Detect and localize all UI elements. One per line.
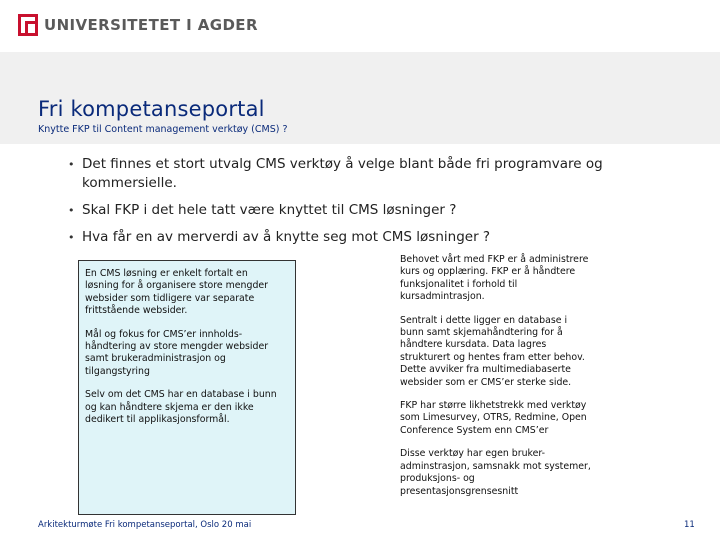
bullet-text: Hva får en av merverdi av å knytte seg mot CMS løsninger ? bbox=[82, 229, 491, 245]
logo-text: UNIVERSITETET I AGDER bbox=[44, 16, 258, 34]
bullet-item bbox=[68, 201, 668, 220]
bullet-item bbox=[68, 155, 668, 193]
fkp-description-box bbox=[392, 248, 612, 498]
slide-title: Fri kompetanseportal bbox=[38, 97, 265, 121]
bullet-dot-icon: • bbox=[68, 231, 75, 244]
fkp-paragraph: FKP har større likhetstrekk med verktøy som Limesurvey, OTRS, Redmine, Open Conference System enn CMS’er bbox=[400, 400, 587, 436]
bullet-dot-icon: • bbox=[68, 204, 75, 217]
header-band bbox=[0, 0, 720, 52]
bullet-text: Det finnes et stort utvalg CMS verktøy å velge blant både fri programvare og kommersielle. bbox=[82, 156, 603, 191]
fkp-paragraph: Disse verktøy har egen bruker- adminstrasjon, samsnakk mot systemer, produksjons- og presentasjonsgrensesnitt bbox=[400, 448, 591, 497]
bullet-dot-icon: • bbox=[68, 158, 75, 171]
footer-text: Arkitekturmøte Fri kompetanseportal, Oslo 20 mai bbox=[38, 520, 252, 530]
bullet-text: Skal FKP i det hele tatt være knyttet til CMS løsninger ? bbox=[82, 202, 457, 218]
university-logo-icon bbox=[18, 14, 38, 36]
fkp-paragraph: Sentralt i dette ligger en database i bunn samt skjemahåndtering for å håndtere kursdata. Data lagres strukturert og hentes fram etter behov. Dette avviker fra multimediabaserte websider som er CMS’er sterke side. bbox=[400, 314, 585, 388]
university-logo bbox=[18, 14, 258, 36]
bullet-list bbox=[68, 155, 668, 255]
fkp-paragraph: Behovet vårt med FKP er å administrere kurs og opplæring. FKP er å håndtere funksjonalitet i forhold til kursadmintrasjon. bbox=[400, 254, 589, 303]
page-number: 11 bbox=[684, 520, 695, 530]
cms-description-box bbox=[78, 260, 296, 515]
slide-subtitle: Knytte FKP til Content management verktøy (CMS) ? bbox=[38, 124, 288, 135]
cms-paragraph: Selv om det CMS har en database i bunn og kan håndtere skjema er den ikke dedikert til applikasjonsformål. bbox=[85, 389, 277, 426]
cms-paragraph: Mål og fokus for CMS’er innholds- håndtering av store mengder websider samt brukeradministrasjon og tilgangstyring bbox=[85, 328, 269, 377]
bullet-item bbox=[68, 228, 668, 247]
cms-paragraph: En CMS løsning er enkelt fortalt en løsning for å organisere store mengder websider som tidligere var separate frittstående websider. bbox=[85, 268, 269, 317]
